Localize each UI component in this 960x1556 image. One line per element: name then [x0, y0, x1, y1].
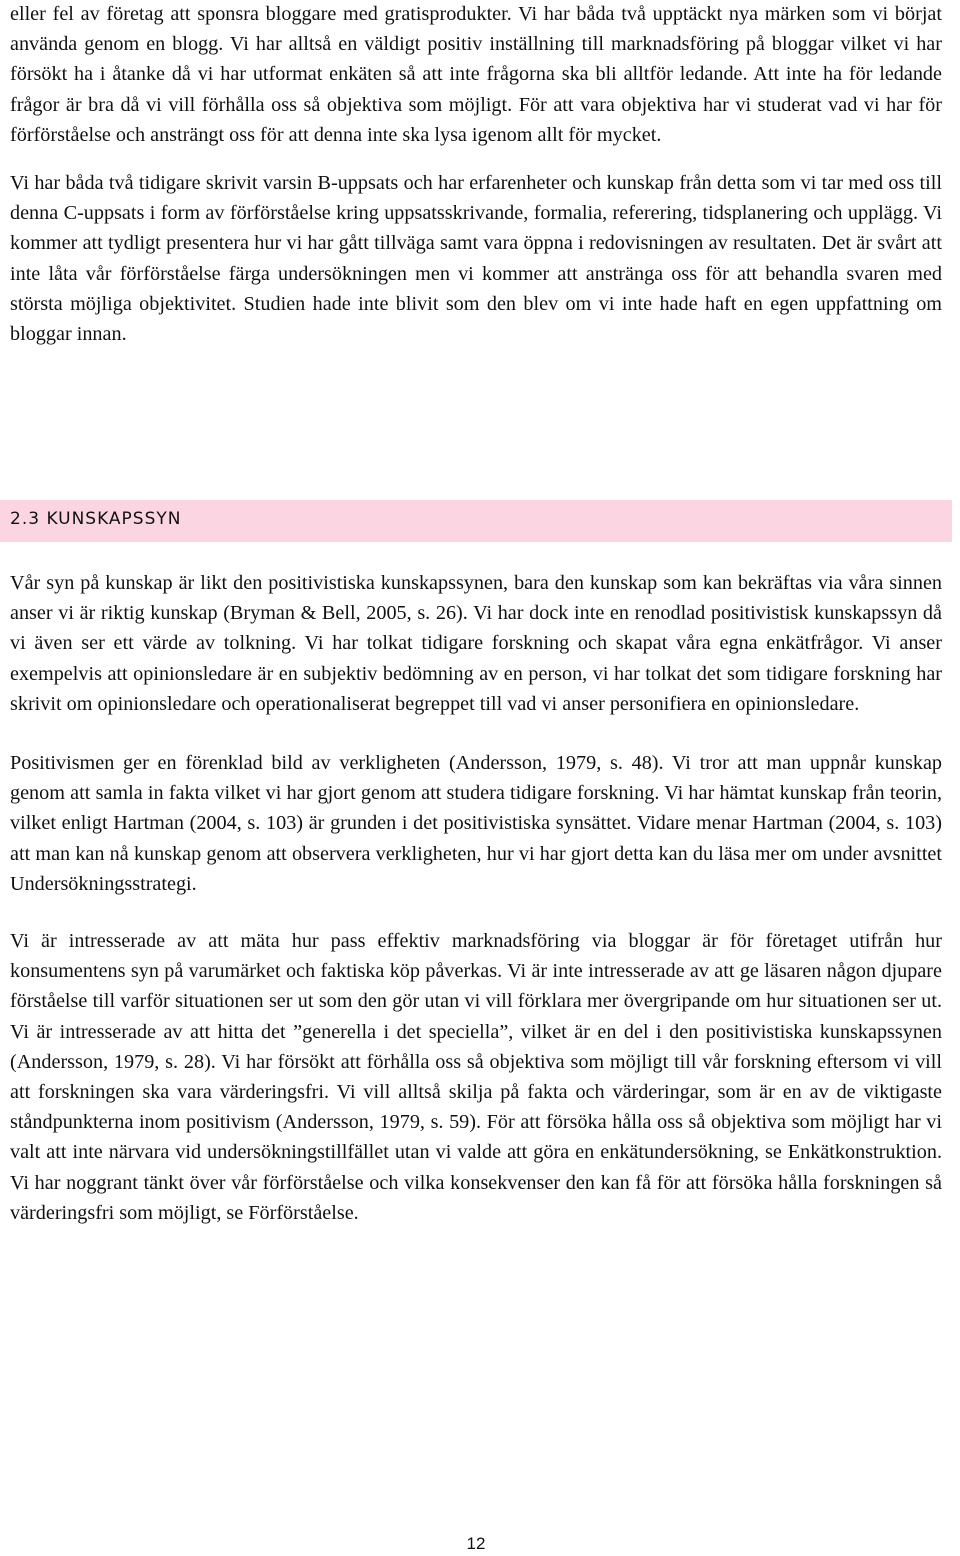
section-heading: 2.3 KUNSKAPSSYN [10, 509, 182, 529]
paragraph-kunskapssyn-3: Vi är intresserade av att mäta hur pass effektiv marknadsföring via bloggar är för företaget utifrån hur konsumentens syn på varumärket och faktiska köp påverkas. Vi är inte intresserade av att ge läsaren någon djupare förståelse till varför situationen ser ut som den gör utan vi vill förklara mer övergripande om hur situationen ser ut. Vi är intresserade av att hitta det ”generella i det speciella”, vilket är en del i den positivistiska kunskapssynen (Andersson, 1979, s. 28). Vi har försökt att förhålla oss så objektiva som möjligt till vår forskning eftersom vi vill att forskningen ska vara värderingsfri. Vi vill alltså skilja på fakta och värderingar, som är en av de viktigaste ståndpunkterna inom positivism (Andersson, 1979, s. 59). För att försöka hålla oss så objektiva som möjligt har vi valt att inte närvara vid undersökningstillfället utan vi valde att göra en enkätundersökning, se Enkätkonstruktion. Vi har noggrant tänkt över vår förförståelse och vilka konsekvenser den kan få för att försöka hålla forskningen så värderingsfri som möjligt, se Förförståelse. [10, 930, 942, 1224]
paragraph-top-1: eller fel av företag att sponsra bloggare med gratisprodukter. Vi har båda två upptäckt nya märken som vi börjat använda genom en blogg. Vi har alltså en väldigt positiv inställning till marknadsföring på bloggar vilket vi har försökt ha i åtanke då vi har utformat enkäten så att inte frågorna ska bli alltför ledande. Att inte ha för ledande frågor är bra då vi vill förhålla oss så objektiva som möjligt. För att vara objektiva har vi studerat vad vi har för förförståelse och ansträngt oss för att denna inte ska lysa igenom allt för mycket. [10, 3, 942, 146]
document-page [10, 0, 942, 349]
page-number: 12 [466, 1534, 486, 1553]
section-body [10, 568, 942, 1228]
paragraph-top-2: Vi har båda två tidigare skrivit varsin B-uppsats och har erfarenheter och kunskap från detta som vi tar med oss till denna C-uppsats i form av förförståelse kring uppsatsskrivande, formalia, referering, tidsplanering och upplägg. Vi kommer att tydligt presentera hur vi har gått tillväga samt vara öppna i redovisningen av resultaten. Det är svårt att inte låta vår förförståelse färga undersökningen men vi kommer att anstränga oss för att behandla svaren med största möjliga objektivitet. Studien hade inte blivit som den blev om vi inte hade haft en egen uppfattning om bloggar innan. [10, 172, 942, 346]
paragraph-kunskapssyn-1: Vår syn på kunskap är likt den positivistiska kunskapssynen, bara den kunskap som kan bekräftas via våra sinnen anser vi är riktig kunskap (Bryman & Bell, 2005, s. 26). Vi har dock inte en renodlad positivistisk kunskapssyn då vi även ser ett värde av tolkning. Vi har tolkat tidigare forskning och skapat våra egna enkätfrågor. Vi anser exempelvis att opinionsledare är en subjektiv bedömning av en person, vi har tolkat det som tidigare forskning har skrivit om opinionsledare och operationaliserat begreppet till vad vi anser personifiera en opinionsledare. [10, 572, 942, 715]
paragraph-kunskapssyn-2: Positivismen ger en förenklad bild av verkligheten (Andersson, 1979, s. 48). Vi tror att man uppnår kunskap genom att samla in fakta vilket vi har gjort genom att studera tidigare forskning. Vi har hämtat kunskap från teorin, vilket enligt Hartman (2004, s. 103) är grunden i det positivistiska synsättet. Vidare menar Hartman (2004, s. 103) att man kan nå kunskap genom att observera verkligheten, hur vi har gjort detta kan du läsa mer om under avsnittet Undersökningsstrategi. [10, 752, 942, 895]
